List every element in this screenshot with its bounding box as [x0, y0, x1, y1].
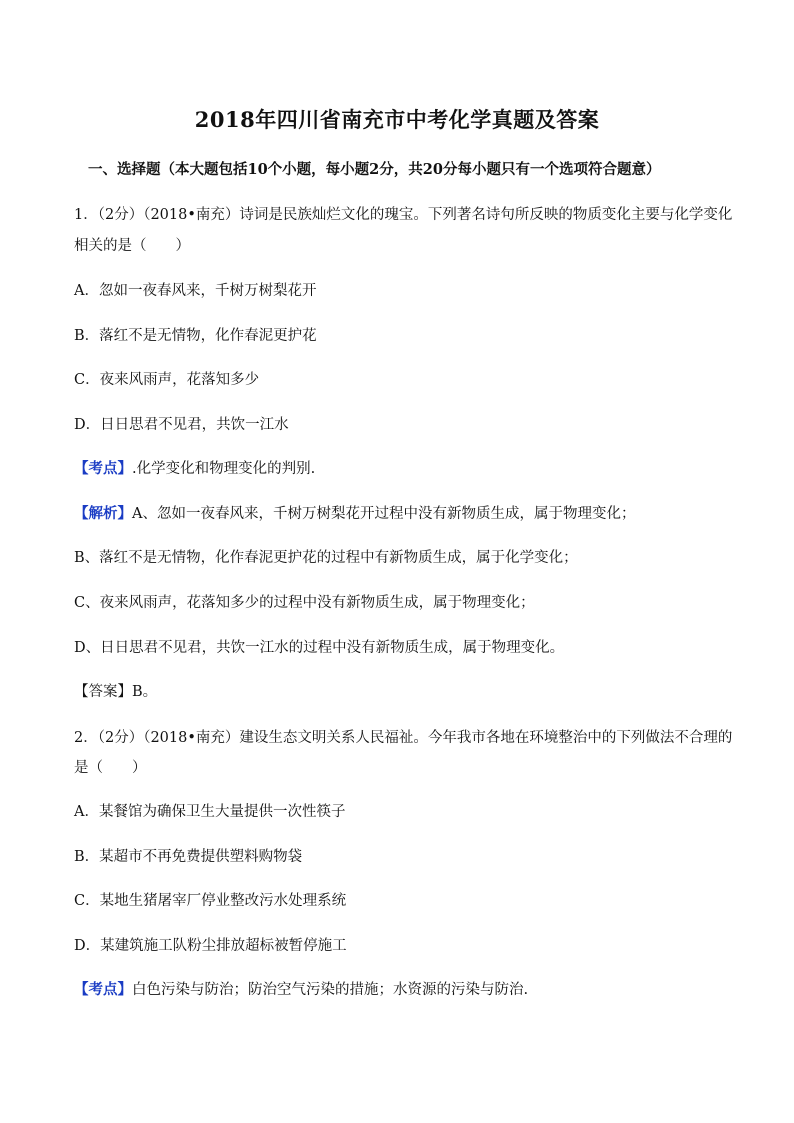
q1-option-a: A．忽如一夜春风来，千树万树梨花开 — [74, 283, 317, 299]
q2-option-a: A．某餐馆为确保卫生大量提供一次性筷子 — [74, 804, 346, 820]
kaodian-tag: 【考点】 — [74, 460, 132, 477]
q1-option-c: C．夜来风雨声，花落知多少 — [74, 372, 260, 388]
jiexi-tag: 【解析】 — [74, 505, 132, 522]
q1-option-d: D．日日思君不见君，共饮一江水 — [74, 417, 289, 433]
q1-stem-line2: 相关的是（ ） — [74, 238, 190, 254]
q2-stem-line2: 是（ ） — [74, 760, 147, 776]
q1-analysis-c: C、夜来风雨声，花落知多少的过程中没有新物质生成，属于物理变化； — [74, 595, 535, 611]
q1-jiexi — [74, 502, 635, 523]
kaodian-tag: 【考点】 — [74, 981, 132, 998]
q2-option-d: D．某建筑施工队粉尘排放超标被暂停施工 — [74, 938, 347, 954]
q2-kaodian — [74, 978, 528, 999]
jiexi-text: A、忽如一夜春风来，千树万树梨花开过程中没有新物质生成，属于物理变化； — [132, 506, 636, 522]
document-title: 2018年四川省南充市中考化学真题及答案 — [194, 107, 600, 132]
section-heading: 一、选择题（本大题包括10个小题，每小题2分，共20分每小题只有一个选项符合题意） — [88, 161, 661, 178]
kaodian-text: 白色污染与防治；防治空气污染的措施；水资源的污染与防治. — [132, 982, 529, 998]
q1-stem-line1: 1．（2分）（2018•南充）诗词是民族灿烂文化的瑰宝。下列著名诗句所反映的物质变化主要与化学变化 — [74, 207, 733, 223]
q2-stem-line1: 2．（2分）（2018•南充）建设生态文明关系人民福祉。今年我市各地在环境整治中的下列做法不合理的 — [74, 730, 733, 746]
q1-kaodian — [74, 457, 315, 478]
q2-option-b: B．某超市不再免费提供塑料购物袋 — [74, 849, 303, 865]
q2-option-c: C．某地生猪屠宰厂停业整改污水处理系统 — [74, 893, 347, 909]
q1-analysis-b: B、落红不是无情物，化作春泥更护花的过程中有新物质生成，属于化学变化； — [74, 550, 578, 566]
kaodian-text: .化学变化和物理变化的判别. — [132, 461, 316, 477]
q1-option-b: B．落红不是无情物，化作春泥更护花 — [74, 328, 317, 344]
q1-answer: 【答案】B。 — [74, 684, 158, 700]
q1-analysis-d: D、日日思君不见君，共饮一江水的过程中没有新物质生成，属于物理变化。 — [74, 640, 565, 656]
